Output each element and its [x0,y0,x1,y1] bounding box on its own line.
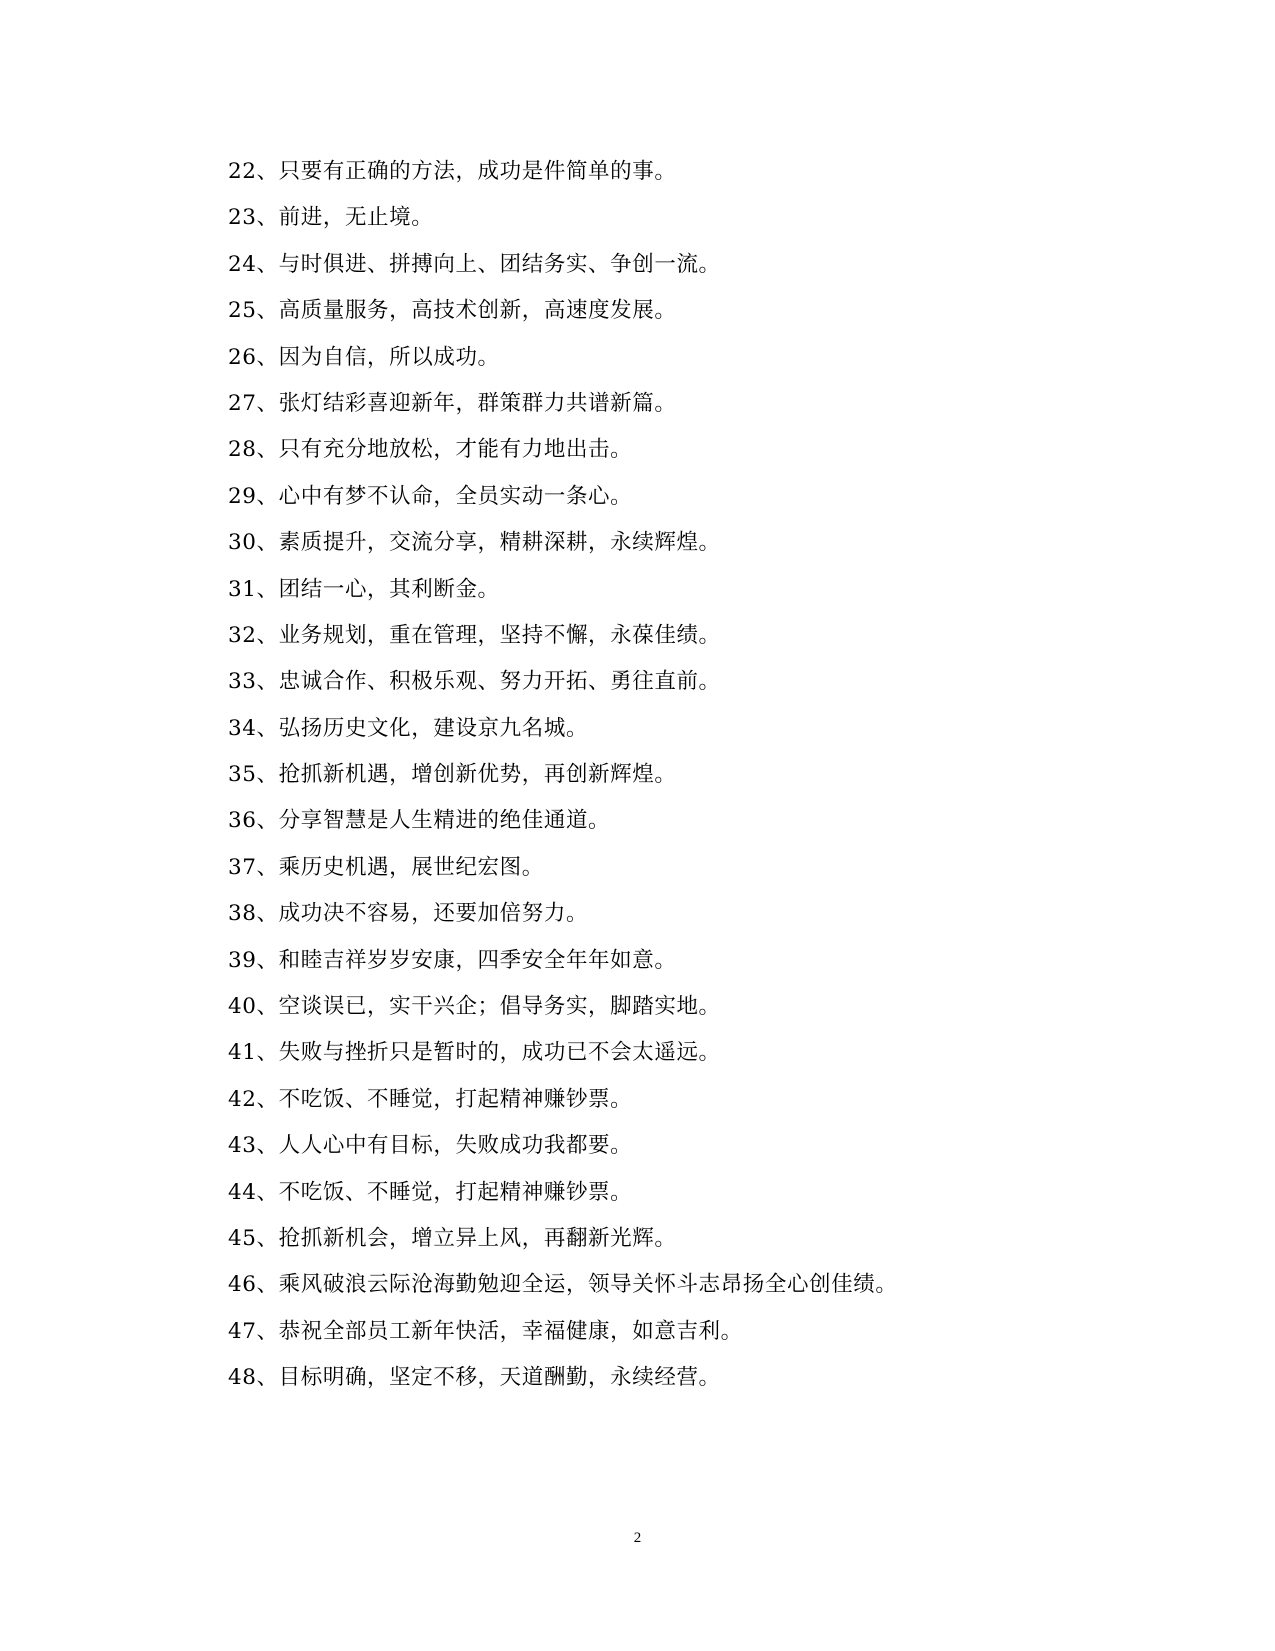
list-item: 43、人人心中有目标，失败成功我都要。 [228,1133,633,1159]
list-item: 33、忠诚合作、积极乐观、努力开拓、勇往直前。 [228,669,721,695]
list-item: 26、因为自信，所以成功。 [228,344,500,370]
list-item: 29、心中有梦不认命，全员实动一条心。 [228,483,633,509]
list-item: 47、恭祝全部员工新年快活，幸福健康，如意吉利。 [228,1318,743,1344]
list-item: 44、不吃饭、不睡觉，打起精神赚钞票。 [228,1179,633,1205]
list-item: 34、弘扬历史文化，建设京九名城。 [228,715,589,741]
list-item: 48、目标明确，坚定不移，天道酬勤，永续经营。 [228,1365,721,1391]
list-item: 30、素质提升，交流分享，精耕深耕，永续辉煌。 [228,530,721,556]
list-item: 36、分享智慧是人生精进的绝佳通道。 [228,808,611,834]
list-item: 25、高质量服务，高技术创新，高速度发展。 [228,298,677,324]
page-number: 2 [633,1530,642,1546]
list-item: 37、乘历史机遇，展世纪宏图。 [228,854,544,880]
list-item: 24、与时俱进、拼搏向上、团结务实、争创一流。 [228,251,721,277]
list-item: 40、空谈误已，实干兴企；倡导务实，脚踏实地。 [228,994,721,1020]
list-item: 46、乘风破浪云际沧海勤勉迎全运，领导关怀斗志昂扬全心创佳绩。 [228,1272,898,1298]
list-item: 27、张灯结彩喜迎新年，群策群力共谱新篇。 [228,390,677,416]
list-item: 31、团结一心，其利断金。 [228,576,500,602]
list-item: 38、成功决不容易，还要加倍努力。 [228,901,589,927]
list-item: 39、和睦吉祥岁岁安康，四季安全年年如意。 [228,947,677,973]
list-item: 35、抢抓新机遇，增创新优势，再创新辉煌。 [228,762,677,788]
list-item: 42、不吃饭、不睡觉，打起精神赚钞票。 [228,1086,633,1112]
list-item: 32、业务规划，重在管理，坚持不懈，永葆佳绩。 [228,622,721,648]
list-item: 22、只要有正确的方法，成功是件简单的事。 [228,159,677,184]
list-item: 45、抢抓新机会，增立异上风，再翻新光辉。 [228,1225,677,1251]
list-item: 23、前进，无止境。 [228,205,434,231]
slogan-list [228,160,1128,1413]
list-item: 41、失败与挫折只是暂时的，成功已不会太遥远。 [228,1040,721,1066]
list-item: 28、只有充分地放松，才能有力地出击。 [228,437,633,463]
